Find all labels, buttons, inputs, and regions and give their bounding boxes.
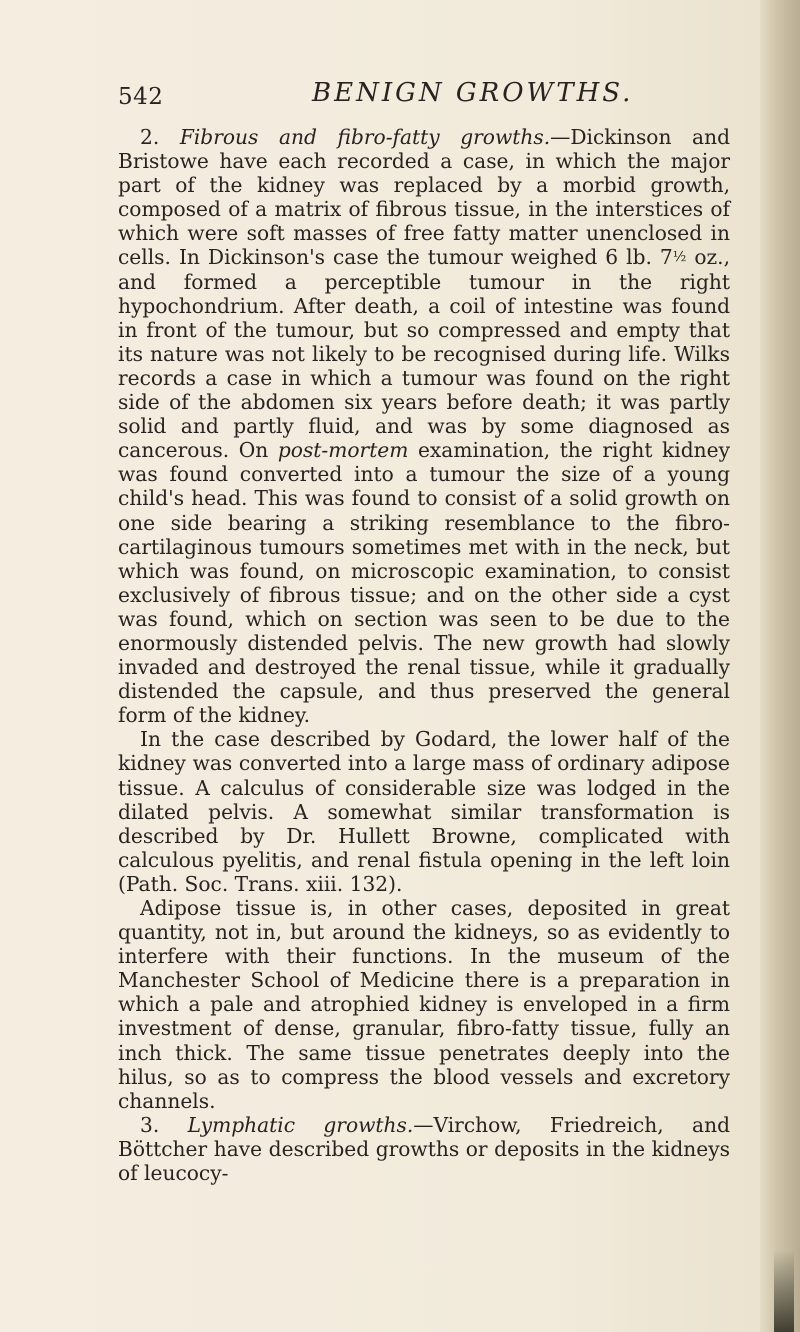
page-number: 542 [118, 84, 164, 110]
text-run: oz., and formed a perceptible tumour in the right hypochondrium. After death, a coil of intestine was found in front of the tumour, but so compressed and empty that its nature was not likely to be recognised during life. Wilks records a case in which a tumour was found on the right side of the abdomen six years before death; it was partly solid and partly fluid, and was by some diagnosed as cancerous. On [118, 245, 730, 463]
book-spine-edge [760, 0, 800, 1332]
italic-term: post-mortem [277, 438, 409, 463]
page-header [118, 78, 718, 112]
fraction: ½ [672, 249, 687, 266]
running-head: BENIGN GROWTHS. [312, 78, 634, 108]
paragraph-lymphatic-growths [118, 1113, 730, 1185]
text-run: Adipose tissue is, in other cases, deposited in great quantity, not in, but around the kidneys, so as evidently to interfere with their functions. In the museum of the Manchester School of Medicine there is a preparation in which a pale and atrophied kidney is enveloped in a firm investment of dense, granular, fibro-fatty tissue, fully an inch thick. The same tissue penetrates deeply into the hilus, so as to compress the blood vessels and excretory channels. [118, 896, 730, 1113]
body-text [118, 125, 730, 1185]
section-number: 2. [140, 125, 180, 149]
text-run: examination, the right kidney was found converted into a tumour the size of a young child's head. This was found to consist of a solid growth on one side bearing a striking resemblance to the fibro-cartilaginous tumours sometimes met with in the neck, but which was found, on microscopic examination, to consist exclusively of fibrous tissue; and on the other side a cyst was found, which on section was seen to be due to the enormously distended pelvis. The new growth had slowly invaded and destroyed the renal tissue, while it gradually distended the capsule, and thus preserved the general form of the kidney. [118, 438, 730, 728]
paragraph-adipose-tissue [118, 896, 730, 1113]
text-run: —Virchow, Friedreich, and Böttcher have described growths or deposits in the kidneys of leucocy- [118, 1112, 730, 1186]
paragraph-fibrous-growths [118, 125, 730, 727]
section-heading-lymphatic: Lymphatic growths. [187, 1112, 414, 1137]
paragraph-godard-case [118, 727, 730, 896]
section-number: 3. [140, 1112, 188, 1137]
spine-shadow [774, 1250, 794, 1332]
section-heading-fibrous: Fibrous and fibro-fatty growths. [179, 125, 551, 149]
text-run: In the case described by Godard, the lower half of the kidney was converted into a large mass of ordinary adipose tissue. A calculus of considerable size was lodged in the dilated pelvis. A somewhat similar transformation is described by Dr. Hullett Browne, complicated with calculous pyelitis, and renal fistula opening in the left loin (Path. Soc. Trans. xiii. 132). [118, 727, 730, 896]
text-run: —Dickinson and Bristowe have each recorded a case, in which the major part of the kidney was replaced by a morbid growth, composed of a matrix of fibrous tissue, in the interstices of which were soft masses of free fatty matter unenclosed in cells. In Dickinson's case the tumour weighed 6 lb. 7 [118, 125, 730, 270]
